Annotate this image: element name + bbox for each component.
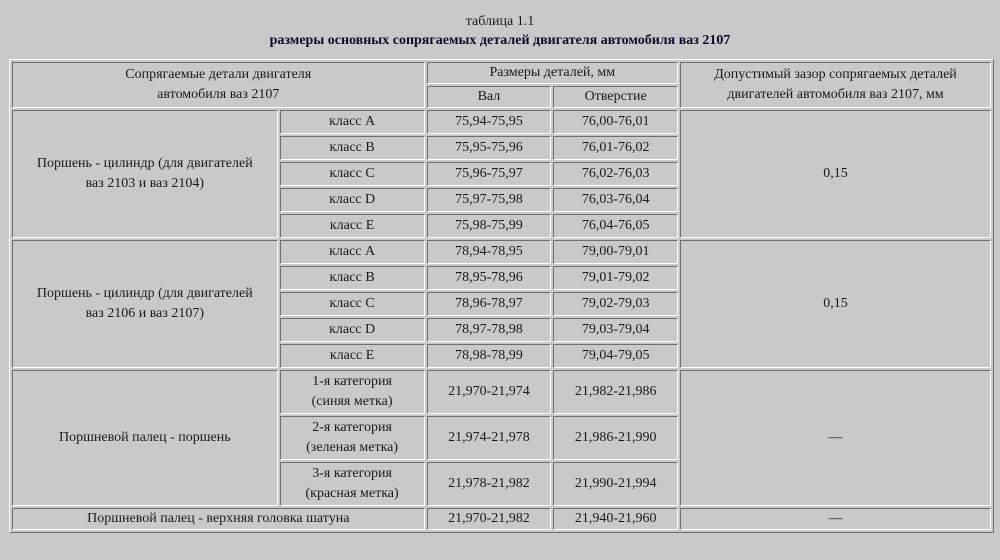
class-cell: класс D [280, 188, 425, 212]
shaft-cell: 21,978-21,982 [427, 462, 552, 506]
class-cell: класс A [280, 110, 425, 134]
dimensions-table [9, 59, 994, 533]
shaft-cell: 21,970-21,982 [427, 508, 552, 530]
header-row [12, 62, 991, 84]
hole-cell: 76,02-76,03 [553, 162, 678, 186]
shaft-cell: 75,98-75,99 [427, 214, 552, 238]
hole-cell: 76,03-76,04 [553, 188, 678, 212]
header-sizes: Размеры деталей, мм [427, 62, 679, 84]
shaft-cell: 75,97-75,98 [427, 188, 552, 212]
shaft-cell: 78,95-78,96 [427, 266, 552, 290]
category-cell: 2-я категория (зеленая метка) [280, 416, 425, 460]
table-caption-number: таблица 1.1 [465, 14, 535, 29]
clearance-cell: — [680, 370, 991, 506]
group-name: Поршневой палец - верхняя головка шатуна [12, 508, 425, 530]
table-row [12, 370, 991, 414]
shaft-cell: 78,97-78,98 [427, 318, 552, 342]
class-cell: класс E [280, 344, 425, 368]
hole-cell: 21,990-21,994 [553, 462, 678, 506]
shaft-cell: 75,96-75,97 [427, 162, 552, 186]
table-row [12, 110, 991, 134]
hole-cell: 79,01-79,02 [553, 266, 678, 290]
class-cell: класс D [280, 318, 425, 342]
hole-cell: 79,03-79,04 [553, 318, 678, 342]
hole-cell: 76,00-76,01 [553, 110, 678, 134]
shaft-cell: 75,94-75,95 [427, 110, 552, 134]
hole-cell: 79,00-79,01 [553, 240, 678, 264]
hole-cell: 21,982-21,986 [553, 370, 678, 414]
table-row [12, 240, 991, 264]
clearance-cell: 0,15 [680, 110, 991, 238]
header-hole: Отверстие [553, 86, 678, 108]
hole-cell: 21,986-21,990 [553, 416, 678, 460]
shaft-cell: 78,96-78,97 [427, 292, 552, 316]
shaft-cell: 78,98-78,99 [427, 344, 552, 368]
class-cell: класс E [280, 214, 425, 238]
group-name: Поршневой палец - поршень [12, 370, 278, 506]
category-cell: 3-я категория (красная метка) [280, 462, 425, 506]
hole-cell: 79,02-79,03 [553, 292, 678, 316]
header-clearance: Допустимый зазор сопрягаемых деталей двигателей автомобиля ваз 2107, мм [680, 62, 991, 108]
clearance-cell: — [680, 508, 991, 530]
shaft-cell: 75,95-75,96 [427, 136, 552, 160]
group-name: Поршень - цилиндр (для двигателей ваз 2106 и ваз 2107) [12, 240, 278, 368]
class-cell: класс C [280, 292, 425, 316]
class-cell: класс B [280, 136, 425, 160]
header-mating-parts: Сопрягаемые детали двигателя автомобиля ваз 2107 [12, 62, 425, 108]
clearance-cell: 0,15 [680, 240, 991, 368]
shaft-cell: 21,974-21,978 [427, 416, 552, 460]
hole-cell: 76,01-76,02 [553, 136, 678, 160]
table-title: размеры основных сопрягаемых деталей двигателя автомобиля ваз 2107 [269, 33, 731, 48]
table-row [12, 508, 991, 530]
hole-cell: 79,04-79,05 [553, 344, 678, 368]
class-cell: класс C [280, 162, 425, 186]
shaft-cell: 78,94-78,95 [427, 240, 552, 264]
shaft-cell: 21,970-21,974 [427, 370, 552, 414]
class-cell: класс B [280, 266, 425, 290]
group-name: Поршень - цилиндр (для двигателей ваз 2103 и ваз 2104) [12, 110, 278, 238]
header-shaft: Вал [427, 86, 552, 108]
hole-cell: 21,940-21,960 [553, 508, 678, 530]
category-cell: 1-я категория (синяя метка) [280, 370, 425, 414]
class-cell: класс A [280, 240, 425, 264]
hole-cell: 76,04-76,05 [553, 214, 678, 238]
